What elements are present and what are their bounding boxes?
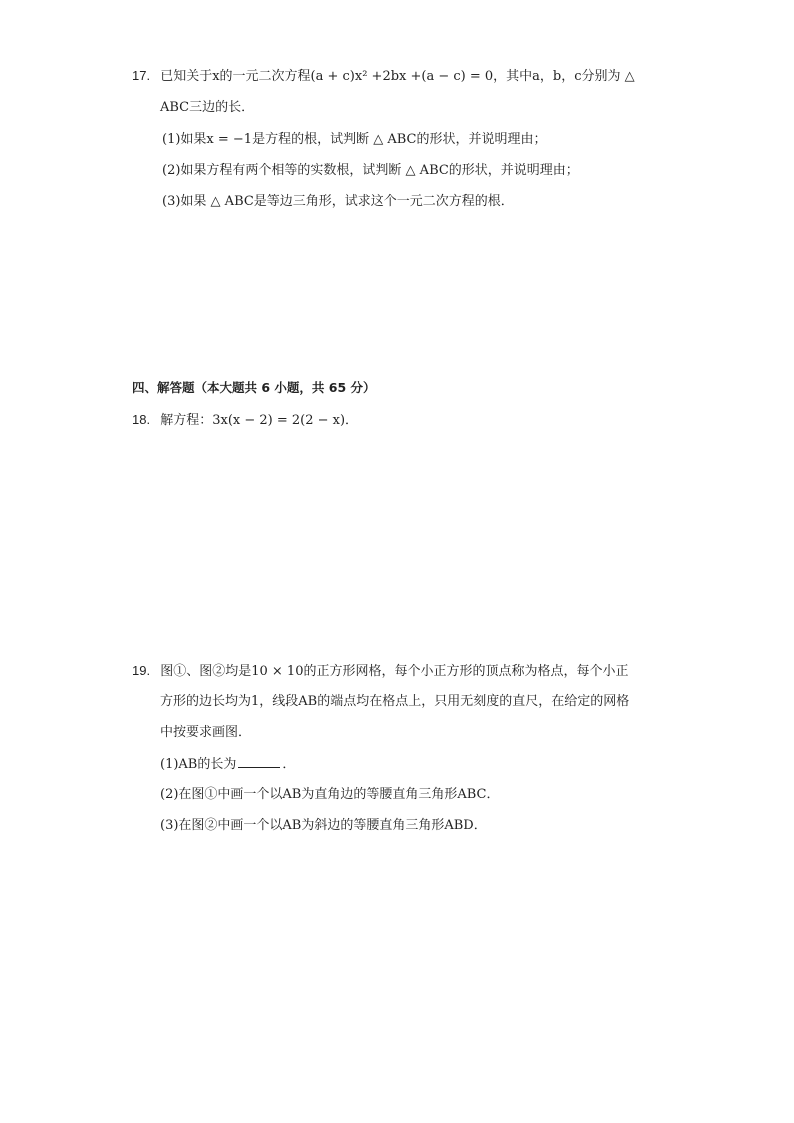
q19-stem-line2: 方形的边长均为1，线段AB的端点均在格点上，只用无刻度的直尺，在给定的网格 — [160, 694, 630, 709]
q17-stem-text-1: 已知关于x的一元二次方程(a + c)x² +2bx +(a − c) = 0，其中a，b，c分别为 △ — [160, 69, 635, 84]
q19-part1-suffix: ． — [282, 757, 296, 772]
q19-stem-line3: 中按要求画图． — [160, 725, 252, 740]
q17-part1: (1)如果x = −1是方程的根，试判断 △ ABC的形状，并说明理由； — [162, 132, 547, 147]
q18-number: 18. — [132, 412, 151, 427]
q19-part2: (2)在图①中画一个以AB为直角边的等腰直角三角形ABC． — [160, 787, 500, 802]
q19-part3: (3)在图②中画一个以AB为斜边的等腰直角三角形ABD． — [160, 818, 487, 833]
q18-line — [132, 411, 358, 430]
answer-blank[interactable] — [238, 755, 280, 768]
q17-stem-line1 — [132, 67, 635, 86]
q19-stem-text-1: 图①、图②均是10 × 10的正方形网格，每个小正方形的顶点称为格点，每个小正 — [160, 664, 629, 679]
q17-part2: (2)如果方程有两个相等的实数根，试判断 △ ABC的形状，并说明理由； — [162, 163, 579, 178]
q17-part3: (3)如果 △ ABC是等边三角形，试求这个一元二次方程的根． — [162, 194, 514, 209]
q18-text: 解方程：3x(x − 2) = 2(2 − x)． — [160, 413, 359, 428]
section-4-heading: 四、解答题（本大题共 6 小题，共 65 分） — [132, 380, 376, 395]
q19-number: 19. — [132, 663, 151, 678]
q17-stem-line2: ABC三边的长． — [160, 100, 255, 115]
q17-number: 17. — [132, 68, 151, 83]
q19-stem-line1 — [132, 662, 628, 681]
q19-part1-prefix: (1)AB的长为 — [160, 757, 237, 772]
q19-part1 — [160, 755, 295, 774]
